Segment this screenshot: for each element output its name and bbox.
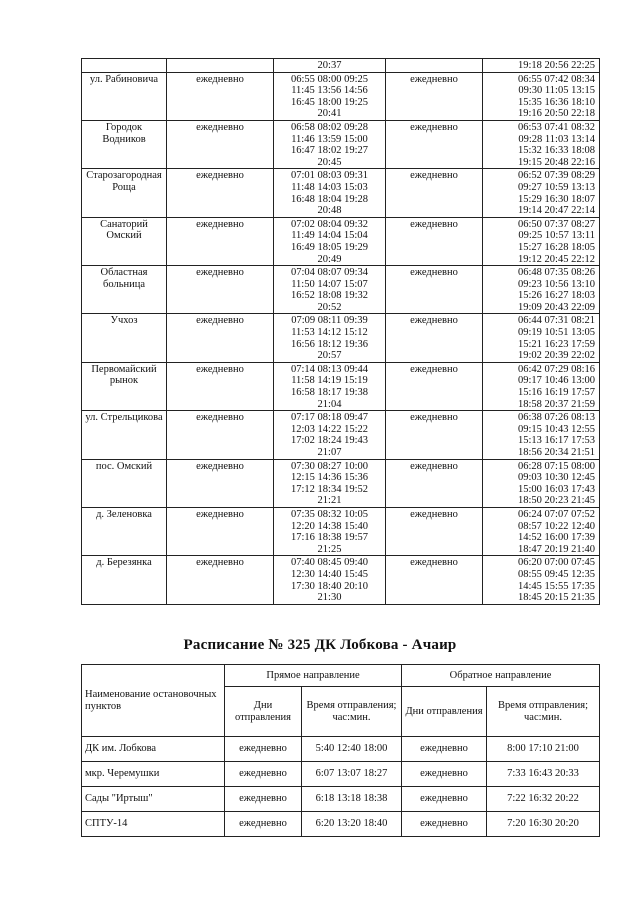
days-direct: ежедневно xyxy=(167,217,274,265)
time-line: 06:38 07:26 08:13 xyxy=(517,412,595,424)
time-line: 11:50 14:07 15:07 xyxy=(291,278,368,290)
times-return xyxy=(483,362,600,410)
times-return: 8:00 17:10 21:00 xyxy=(487,737,600,762)
times-return xyxy=(483,120,600,168)
times-return xyxy=(483,459,600,507)
stop-name xyxy=(82,59,167,73)
stop-name: мкр. Черемушки xyxy=(82,762,225,787)
time-line: 16:48 18:04 19:28 xyxy=(290,193,368,205)
time-line: 18:47 20:19 21:40 xyxy=(517,543,595,555)
days-direct: ежедневно xyxy=(225,812,302,837)
table-row xyxy=(82,812,600,837)
stop-name: Областная больница xyxy=(82,266,167,314)
days-return: ежедневно xyxy=(386,72,483,120)
times-direct xyxy=(274,59,386,73)
time-line: 18:58 20:37 21:59 xyxy=(517,398,595,410)
days-direct: ежедневно xyxy=(167,72,274,120)
table-row xyxy=(82,556,600,604)
time-line: 12:20 14:38 15:40 xyxy=(290,520,368,532)
times-direct xyxy=(274,362,386,410)
days-return: ежедневно xyxy=(386,507,483,555)
times-direct xyxy=(274,266,386,314)
days-direct: ежедневно xyxy=(167,411,274,459)
stop-name: ул. Рабиновича xyxy=(82,72,167,120)
table-row xyxy=(82,72,600,120)
time-line: 17:12 18:34 19:52 xyxy=(290,483,368,495)
times-direct xyxy=(274,120,386,168)
stop-name: Городок Водников xyxy=(82,120,167,168)
time-line: 17:16 18:38 19:57 xyxy=(290,532,368,544)
header-stop-names: Наименование остановочных пунктов xyxy=(82,665,225,737)
table-row xyxy=(82,217,600,265)
times-direct xyxy=(274,314,386,362)
time-line: 12:03 14:22 15:22 xyxy=(290,423,368,435)
times-direct xyxy=(274,217,386,265)
time-line: 06:58 08:02 09:28 xyxy=(290,121,368,133)
times-return xyxy=(483,507,600,555)
stop-name: д. Зеленовка xyxy=(82,507,167,555)
table-row xyxy=(82,787,600,812)
time-line: 17:30 18:40 20:10 xyxy=(290,580,368,592)
stop-name: СПТУ-14 xyxy=(82,812,225,837)
time-line: 18:56 20:34 21:51 xyxy=(517,447,595,458)
time-line: 11:49 14:04 15:04 xyxy=(291,230,368,242)
times-direct: 5:40 12:40 18:00 xyxy=(302,737,402,762)
times-return: 7:20 16:30 20:20 xyxy=(487,812,600,837)
time-line: 15:00 16:03 17:43 xyxy=(517,483,595,495)
header-days-direct: Дни отправления xyxy=(225,687,302,737)
time-line: 19:18 20:56 22:25 xyxy=(517,60,595,71)
time-line: 15:21 16:23 17:59 xyxy=(517,338,595,350)
stop-name: Санаторий Омский xyxy=(82,217,167,265)
stop-name: ДК им. Лобкова xyxy=(82,737,225,762)
time-line: 07:35 08:32 10:05 xyxy=(290,508,368,520)
times-direct: 6:20 13:20 18:40 xyxy=(302,812,402,837)
time-line: 11:45 13:56 14:56 xyxy=(291,85,368,97)
time-line: 09:25 10:57 13:11 xyxy=(518,230,595,242)
time-line: 06:53 07:41 08:32 xyxy=(517,121,595,133)
stop-name: Учхоз xyxy=(82,314,167,362)
time-line: 08:55 09:45 12:35 xyxy=(517,568,595,580)
time-line: 06:44 07:31 08:21 xyxy=(517,315,595,327)
time-line: 07:30 08:27 10:00 xyxy=(290,460,368,472)
time-line: 07:17 08:18 09:47 xyxy=(290,412,368,424)
time-line: 11:58 14:19 15:19 xyxy=(291,375,368,387)
days-direct: ежедневно xyxy=(167,556,274,604)
header-direct: Прямое направление xyxy=(225,665,402,687)
time-line: 07:40 08:45 09:40 xyxy=(290,557,368,569)
table-row xyxy=(82,59,600,73)
time-line: 15:26 16:27 18:03 xyxy=(517,290,595,302)
table-row xyxy=(82,169,600,217)
days-return: ежедневно xyxy=(386,362,483,410)
times-direct: 6:18 13:18 18:38 xyxy=(302,787,402,812)
days-return: ежедневно xyxy=(386,314,483,362)
stop-name: д. Березянка xyxy=(82,556,167,604)
days-direct xyxy=(167,59,274,73)
time-line: 20:52 xyxy=(317,301,342,313)
stop-name: пос. Омский xyxy=(82,459,167,507)
schedule-325-table xyxy=(81,664,600,837)
time-line: 09:23 10:56 13:10 xyxy=(517,278,595,290)
table-row xyxy=(82,507,600,555)
time-line: 21:25 xyxy=(317,543,342,555)
time-line: 06:48 07:35 08:26 xyxy=(517,267,595,279)
days-direct: ежедневно xyxy=(167,507,274,555)
times-return xyxy=(483,556,600,604)
time-line: 06:52 07:39 08:29 xyxy=(517,170,595,182)
table-row xyxy=(82,266,600,314)
times-return: 7:22 16:32 20:22 xyxy=(487,787,600,812)
time-line: 15:35 16:36 18:10 xyxy=(517,96,595,108)
time-line: 08:57 10:22 12:40 xyxy=(517,520,595,532)
times-direct xyxy=(274,556,386,604)
time-line: 07:04 08:07 09:34 xyxy=(290,267,368,279)
time-line: 06:20 07:00 07:45 xyxy=(517,557,595,569)
days-direct: ежедневно xyxy=(167,314,274,362)
days-return: ежедневно xyxy=(386,169,483,217)
days-direct: ежедневно xyxy=(225,737,302,762)
times-return xyxy=(483,217,600,265)
days-return: ежедневно xyxy=(402,787,487,812)
time-line: 09:19 10:51 13:05 xyxy=(517,327,595,339)
time-line: 15:32 16:33 18:08 xyxy=(517,145,595,157)
times-return xyxy=(483,411,600,459)
days-return: ежедневно xyxy=(386,556,483,604)
times-direct xyxy=(274,459,386,507)
time-line: 20:49 xyxy=(317,253,342,265)
time-line: 06:50 07:37 08:27 xyxy=(517,218,595,230)
time-line: 19:02 20:39 22:02 xyxy=(517,350,595,362)
days-direct: ежедневно xyxy=(167,459,274,507)
time-line: 20:45 xyxy=(317,156,342,168)
time-line: 16:58 18:17 19:38 xyxy=(290,387,368,399)
days-direct: ежедневно xyxy=(167,169,274,217)
times-direct xyxy=(274,507,386,555)
time-line: 16:56 18:12 19:36 xyxy=(290,338,368,350)
times-direct xyxy=(274,169,386,217)
times-return xyxy=(483,59,600,73)
time-line: 14:45 15:55 17:35 xyxy=(517,580,595,592)
schedule-table-continued xyxy=(81,58,600,605)
time-line: 19:12 20:45 22:12 xyxy=(517,253,595,265)
time-line: 14:52 16:00 17:39 xyxy=(517,532,595,544)
time-line: 09:03 10:30 12:45 xyxy=(517,472,595,484)
time-line: 16:47 18:02 19:27 xyxy=(290,145,368,157)
time-line: 16:49 18:05 19:29 xyxy=(290,241,368,253)
times-return xyxy=(483,169,600,217)
days-direct: ежедневно xyxy=(225,762,302,787)
time-line: 06:55 07:42 08:34 xyxy=(517,73,595,85)
time-line: 19:14 20:47 22:14 xyxy=(517,205,595,217)
time-line: 18:45 20:15 21:35 xyxy=(517,592,595,604)
stop-name: ул. Стрельцикова xyxy=(82,411,167,459)
time-line: 15:29 16:30 18:07 xyxy=(517,193,595,205)
time-line: 15:16 16:19 17:57 xyxy=(517,387,595,399)
schedule-table-body xyxy=(82,59,600,605)
time-line: 21:30 xyxy=(317,592,342,604)
times-direct xyxy=(274,72,386,120)
time-line: 11:46 13:59 15:00 xyxy=(291,133,368,145)
table-row xyxy=(82,411,600,459)
header-time-direct: Время отправления; час:мин. xyxy=(302,687,402,737)
days-return: ежедневно xyxy=(386,411,483,459)
time-line: 17:02 18:24 19:43 xyxy=(290,435,368,447)
table-row xyxy=(82,362,600,410)
time-line: 09:28 11:03 13:14 xyxy=(518,133,595,145)
time-line: 19:15 20:48 22:16 xyxy=(517,156,595,168)
time-line: 15:13 16:17 17:53 xyxy=(517,435,595,447)
time-line: 20:57 xyxy=(317,350,342,362)
days-return: ежедневно xyxy=(402,737,487,762)
time-line: 21:07 xyxy=(317,447,342,458)
days-direct: ежедневно xyxy=(225,787,302,812)
time-line: 11:48 14:03 15:03 xyxy=(291,181,368,193)
stop-name: Первомайский рынок xyxy=(82,362,167,410)
time-line: 19:16 20:50 22:18 xyxy=(517,108,595,120)
stop-name: Старозагородная Роща xyxy=(82,169,167,217)
time-line: 06:55 08:00 09:25 xyxy=(290,73,368,85)
time-line: 16:45 18:00 19:25 xyxy=(290,96,368,108)
time-line: 21:04 xyxy=(317,398,342,410)
time-line: 07:02 08:04 09:32 xyxy=(290,218,368,230)
times-direct xyxy=(274,411,386,459)
time-line: 07:09 08:11 09:39 xyxy=(291,315,368,327)
days-return: ежедневно xyxy=(402,812,487,837)
days-return: ежедневно xyxy=(386,217,483,265)
table-row xyxy=(82,120,600,168)
days-direct: ежедневно xyxy=(167,266,274,314)
days-direct: ежедневно xyxy=(167,120,274,168)
times-return xyxy=(483,266,600,314)
time-line: 07:14 08:13 09:44 xyxy=(290,363,368,375)
days-return: ежедневно xyxy=(386,120,483,168)
times-return xyxy=(483,314,600,362)
header-time-reverse: Время отправления; час:мин. xyxy=(487,687,600,737)
time-line: 12:15 14:36 15:36 xyxy=(290,472,368,484)
time-line: 20:41 xyxy=(317,108,342,120)
time-line: 21:21 xyxy=(317,495,342,507)
table-row xyxy=(82,737,600,762)
days-return: ежедневно xyxy=(402,762,487,787)
schedule-325-body xyxy=(82,737,600,837)
time-line: 20:48 xyxy=(317,205,342,217)
table-row xyxy=(82,459,600,507)
table-row xyxy=(82,314,600,362)
schedule-title: Расписание № 325 ДК Лобкова - Ачаир xyxy=(183,637,457,653)
times-return: 7:33 16:43 20:33 xyxy=(487,762,600,787)
days-direct: ежедневно xyxy=(167,362,274,410)
times-direct: 6:07 13:07 18:27 xyxy=(302,762,402,787)
stop-name: Сады "Иртыш" xyxy=(82,787,225,812)
time-line: 20:37 xyxy=(317,60,342,71)
days-return: ежедневно xyxy=(386,266,483,314)
time-line: 07:01 08:03 09:31 xyxy=(290,170,368,182)
time-line: 11:53 14:12 15:12 xyxy=(291,327,368,339)
time-line: 06:28 07:15 08:00 xyxy=(517,460,595,472)
days-return xyxy=(386,59,483,73)
table-row xyxy=(82,762,600,787)
time-line: 09:30 11:05 13:15 xyxy=(518,85,595,97)
time-line: 09:27 10:59 13:13 xyxy=(517,181,595,193)
time-line: 06:42 07:29 08:16 xyxy=(517,363,595,375)
days-return: ежедневно xyxy=(386,459,483,507)
time-line: 16:52 18:08 19:32 xyxy=(290,290,368,302)
time-line: 06:24 07:07 07:52 xyxy=(517,508,595,520)
time-line: 19:09 20:43 22:09 xyxy=(517,301,595,313)
time-line: 15:27 16:28 18:05 xyxy=(517,241,595,253)
time-line: 09:15 10:43 12:55 xyxy=(517,423,595,435)
time-line: 09:17 10:46 13:00 xyxy=(517,375,595,387)
time-line: 18:50 20:23 21:45 xyxy=(517,495,595,507)
time-line: 12:30 14:40 15:45 xyxy=(290,568,368,580)
header-days-reverse: Дни отправления xyxy=(402,687,487,737)
header-reverse: Обратное направление xyxy=(402,665,600,687)
times-return xyxy=(483,72,600,120)
